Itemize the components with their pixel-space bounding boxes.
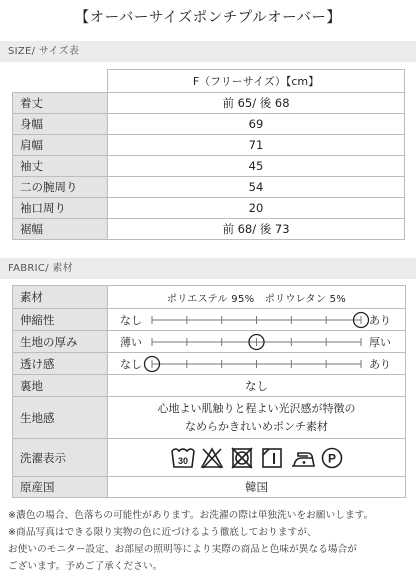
sheerness-high-label: あり bbox=[369, 358, 391, 371]
table-row bbox=[13, 286, 406, 309]
sheerness-scale bbox=[108, 353, 405, 374]
note-line: お使いのモニター設定、お部屋の照明等により実際の商品と色味が異なる場合が bbox=[8, 544, 357, 555]
table-row bbox=[13, 198, 405, 219]
fabric-section-heading: FABRIC/ 素材 bbox=[0, 258, 416, 279]
wash-temp-text: 30 bbox=[177, 455, 188, 466]
washing-label: 洗濯表示 bbox=[13, 439, 108, 477]
size-label: 裾幅 bbox=[13, 219, 108, 240]
table-row bbox=[13, 353, 406, 375]
table-row bbox=[13, 177, 405, 198]
size-column-header: F（フリーサイズ）【cm】 bbox=[108, 70, 405, 93]
size-table bbox=[12, 69, 405, 240]
thickness-high-label: 厚い bbox=[369, 336, 391, 349]
size-label: 二の腕周り bbox=[13, 177, 108, 198]
notes bbox=[8, 507, 412, 575]
size-value: 20 bbox=[108, 198, 405, 219]
size-value: 前 68/ 後 73 bbox=[108, 219, 405, 240]
size-value: 前 65/ 後 68 bbox=[108, 93, 405, 114]
stretch-scale bbox=[108, 309, 405, 330]
size-section-heading: SIZE/ サイズ表 bbox=[0, 41, 416, 62]
table-row bbox=[13, 375, 406, 397]
table-row bbox=[13, 309, 406, 331]
table-row bbox=[13, 331, 406, 353]
table-row bbox=[13, 114, 405, 135]
size-value: 54 bbox=[108, 177, 405, 198]
fabric-table bbox=[12, 285, 406, 498]
table-row bbox=[13, 477, 406, 498]
table-row bbox=[13, 439, 406, 477]
stretch-scale-graphic bbox=[108, 309, 405, 330]
table-row bbox=[13, 397, 406, 439]
origin-label: 原産国 bbox=[13, 477, 108, 498]
table-row bbox=[13, 135, 405, 156]
size-table-header-row bbox=[13, 70, 405, 93]
dry-clean-p-icon bbox=[320, 446, 344, 470]
washing-icons bbox=[108, 440, 405, 476]
size-label: 袖丈 bbox=[13, 156, 108, 177]
size-label: 着丈 bbox=[13, 93, 108, 114]
feel-value bbox=[108, 397, 406, 439]
lining-value: なし bbox=[108, 375, 406, 397]
note-line: ございます。予めご了承ください。 bbox=[8, 561, 163, 572]
material-value: ポリエステル 95% ポリウレタン 5% bbox=[108, 286, 406, 309]
feel-line-2: なめらかきれいめポンチ素材 bbox=[185, 419, 328, 433]
size-value: 45 bbox=[108, 156, 405, 177]
feel-label: 生地感 bbox=[13, 397, 108, 439]
no-bleach-icon bbox=[200, 446, 224, 470]
note-line: ※濃色の場合、色落ちの可能性があります。お洗濯の際は単独洗いをお願いします。 bbox=[8, 510, 374, 521]
thickness-label: 生地の厚み bbox=[13, 331, 108, 353]
size-value: 71 bbox=[108, 135, 405, 156]
thickness-scale-cell bbox=[108, 331, 406, 353]
thickness-low-label: 薄い bbox=[120, 336, 142, 349]
material-label: 素材 bbox=[13, 286, 108, 309]
feel-line-1: 心地よい肌触りと程よい光沢感が特徴の bbox=[157, 401, 356, 415]
washing-icons-cell bbox=[108, 439, 406, 477]
table-row bbox=[13, 156, 405, 177]
wash-30-tub-icon bbox=[170, 446, 194, 470]
size-label: 身幅 bbox=[13, 114, 108, 135]
table-row bbox=[13, 219, 405, 240]
stretch-high-label: あり bbox=[369, 314, 391, 327]
sheerness-scale-cell bbox=[108, 353, 406, 375]
iron-low-icon bbox=[290, 446, 314, 470]
stretch-low-label: なし bbox=[120, 314, 142, 327]
note-line: ※商品写真はできる限り実物の色に近づけるよう徹底しておりますが、 bbox=[8, 527, 317, 538]
size-label: 袖口周り bbox=[13, 198, 108, 219]
page-title: 【オーバーサイズポンチプルオーバー】 bbox=[74, 10, 342, 26]
size-label: 肩幅 bbox=[13, 135, 108, 156]
thickness-scale-graphic bbox=[108, 331, 405, 352]
dry-clean-letter: P bbox=[327, 451, 336, 465]
size-value: 69 bbox=[108, 114, 405, 135]
lining-label: 裏地 bbox=[13, 375, 108, 397]
sheerness-scale-graphic bbox=[108, 353, 405, 374]
sheerness-label: 透け感 bbox=[13, 353, 108, 375]
line-dry-shade-icon bbox=[260, 446, 284, 470]
thickness-scale bbox=[108, 331, 405, 352]
no-tumble-dry-icon bbox=[230, 446, 254, 470]
sheerness-low-label: なし bbox=[120, 358, 142, 371]
origin-value: 韓国 bbox=[108, 477, 406, 498]
table-row bbox=[13, 93, 405, 114]
stretch-scale-cell bbox=[108, 309, 406, 331]
stretch-label: 伸縮性 bbox=[13, 309, 108, 331]
size-table-corner bbox=[13, 70, 108, 93]
